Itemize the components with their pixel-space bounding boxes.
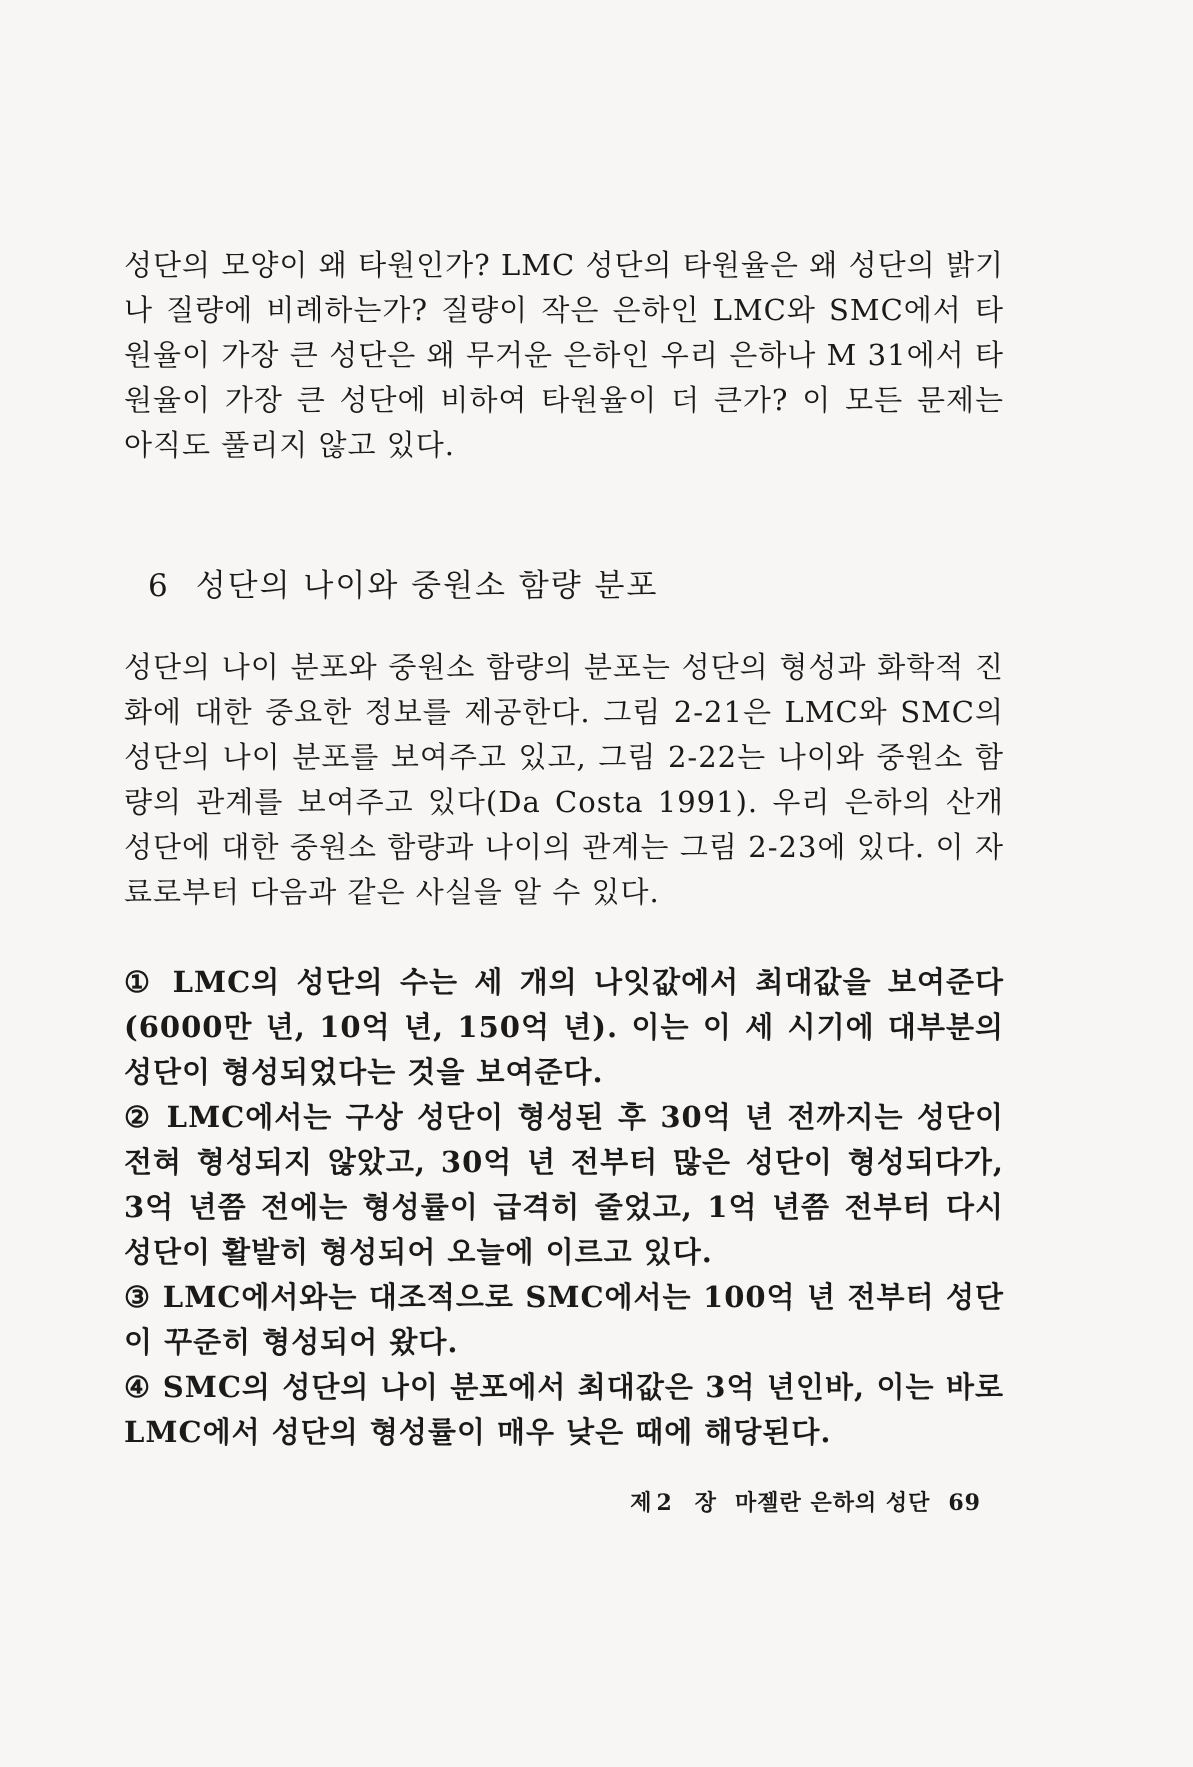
section-number: 6 <box>148 568 170 604</box>
section-heading <box>148 560 658 605</box>
chapter-number: 2 <box>656 1490 673 1516</box>
chapter-label <box>630 1490 717 1516</box>
chapter-prefix: 제 <box>630 1490 653 1516</box>
list-item: ③ LMC에서와는 대조적으로 SMC에서는 100억 년 전부터 성단이 꾸준히 형성되어 왔다. <box>124 1280 1004 1359</box>
paragraph-ellipticity <box>124 243 1004 468</box>
page-number: 69 <box>948 1490 981 1516</box>
paragraph-age-distribution <box>124 645 1004 915</box>
list-item: ④ SMC의 성단의 나이 분포에서 최대값은 3억 년인바, 이는 바로 LMC에서 성단의 형성률이 매우 낮은 때에 해당된다. <box>124 1370 1004 1449</box>
chapter-suffix: 장 <box>694 1490 718 1516</box>
numbered-list <box>124 960 1004 1455</box>
list-item: ① LMC의 성단의 수는 세 개의 나잇값에서 최대값을 보여준다(6000만 년, 10억 년, 150억 년). 이는 이 세 시기에 대부분의 성단이 형성되었다는 것을 보여준다. <box>124 965 1004 1089</box>
paragraph-text: 성단의 나이 분포와 중원소 함량의 분포는 성단의 형성과 화학적 진화에 대한 중요한 정보를 제공한다. 그림 2-21은 LMC와 SMC의 성단의 나이 분포를 보여주고 있고, 그림 2-22는 나이와 중원소 함량의 관계를 보여주고 있다(Da Costa 1991). 우리 은하의 산개 성단에 대한 중원소 함량과 나이의 관계는 그림 2-23에 있다. 이 자료로부터 다음과 같은 사실을 알 수 있다. <box>124 650 1004 909</box>
running-footer <box>630 1486 981 1517</box>
list-item: ② LMC에서는 구상 성단이 형성된 후 30억 년 전까지는 성단이 전혀 형성되지 않았고, 30억 년 전부터 많은 성단이 형성되다가, 3억 년쯤 전에는 형성률이 급격히 줄었고, 1억 년쯤 전부터 다시 성단이 활발히 형성되어 오늘에 이르고 있다. <box>124 1100 1004 1269</box>
paragraph-text: 성단의 모양이 왜 타원인가? LMC 성단의 타원율은 왜 성단의 밝기나 질량에 비례하는가? 질량이 작은 은하인 LMC와 SMC에서 타원율이 가장 큰 성단은 왜 무거운 은하인 우리 은하나 M 31에서 타원율이 가장 큰 성단에 비하여 타원율이 더 큰가? 이 모든 문제는 아직도 풀리지 않고 있다. <box>124 248 1004 462</box>
chapter-title: 마젤란 은하의 성단 <box>735 1490 931 1516</box>
section-title: 성단의 나이와 중원소 함량 분포 <box>195 568 659 604</box>
